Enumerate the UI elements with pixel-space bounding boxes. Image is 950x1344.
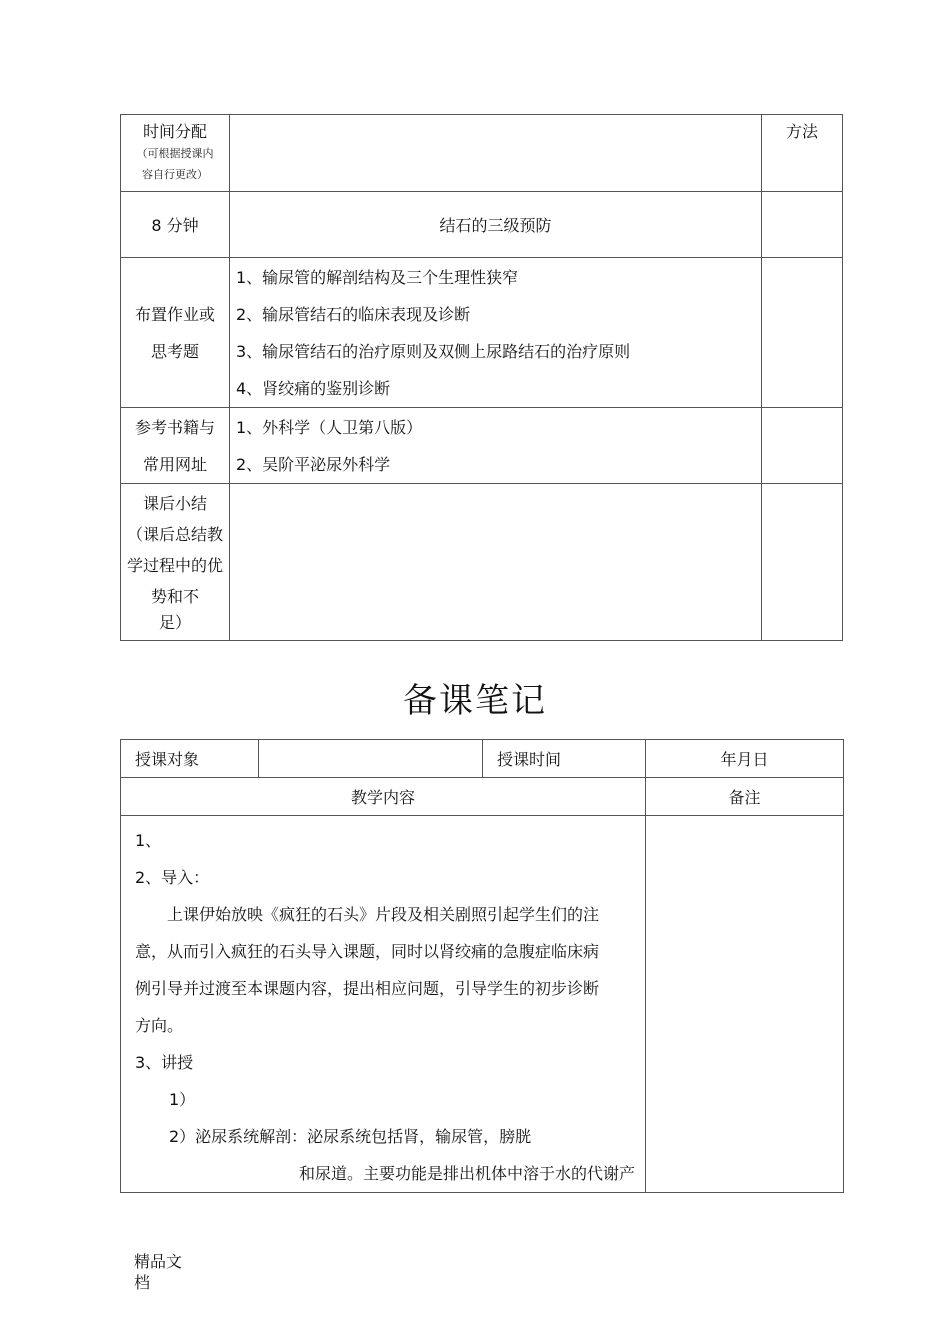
content-subitem-continued: 和尿道。主要功能是排出机体中溶于水的代谢产 [299,1164,636,1183]
footer-text: 精品文 [134,1252,183,1271]
date-value: 年月日 [646,740,844,778]
summary-label: 足） [158,613,191,632]
homework-item: 3、输尿管结石的治疗原则及双侧上尿路结石的治疗原则 [236,341,631,361]
prevention-row [121,192,843,258]
header-row [121,115,843,192]
method-cell [762,484,843,641]
summary-label: 学过程中的优 [126,556,223,575]
homework-label: 布置作业或 [134,304,215,324]
notes-cell [646,816,844,1193]
intro-paragraph-line: 方向。 [135,1016,184,1035]
time-allocation-cell [121,115,230,192]
references-label-cell [121,408,230,484]
info-row [121,740,844,778]
reference-item: 2、吴阶平泌尿外科学 [236,454,391,474]
references-label: 常用网址 [142,454,207,474]
lesson-notes-table [120,739,844,1193]
intro-paragraph-line: 例引导并过渡至本课题内容，提出相应问题，引导学生的初步诊断 [135,979,600,998]
content-item: 1、 [135,831,162,850]
content-row [121,816,844,1193]
summary-content-cell [230,484,762,641]
time-allocation-note: 容自行更改） [142,168,208,181]
time-allocation-label: 时间分配 [142,122,207,141]
summary-row [121,484,843,641]
method-label: 方法 [762,115,843,192]
homework-item: 2、输尿管结石的临床表现及诊断 [236,304,471,324]
references-label: 参考书籍与 [134,417,215,437]
column-header-row [121,778,844,816]
teaching-content-header: 教学内容 [121,778,646,816]
notes-header: 备注 [646,778,844,816]
page-title: 备课笔记 [403,681,547,721]
audience-label: 授课对象 [121,740,259,778]
lesson-plan-table [120,114,843,641]
method-cell [762,408,843,484]
homework-list [230,258,762,408]
time-value: 8 分钟 [121,192,230,258]
footer-text: 档 [134,1273,151,1292]
summary-label-cell [121,484,230,641]
homework-label-cell [121,258,230,408]
teaching-content [121,816,646,1193]
time-allocation-note: （可根据授课内 [136,147,214,160]
method-cell [762,192,843,258]
references-list [230,408,762,484]
summary-label: 课后小结 [142,494,207,513]
homework-item: 1、输尿管的解剖结构及三个生理性狭窄 [236,267,519,287]
intro-paragraph-line: 上课伊始放映《疯狂的石头》片段及相关剧照引起学生们的注 [167,905,600,924]
method-cell [762,258,843,408]
prevention-content: 结石的三级预防 [230,192,762,258]
content-item: 3、讲授 [135,1053,194,1072]
homework-item: 4、肾绞痛的鉴别诊断 [236,378,391,398]
footer-watermark [134,1251,194,1293]
summary-label: 势和不 [150,587,199,606]
reference-item: 1、外科学（人卫第八版） [236,417,423,437]
references-row [121,408,843,484]
homework-row [121,258,843,408]
summary-label: （课后总结教 [126,525,223,544]
content-cell [230,115,762,192]
homework-label: 思考题 [150,341,199,361]
content-subitem: 1） [169,1090,196,1109]
audience-value [259,740,483,778]
content-subitem: 2）泌尿系统解剖：泌尿系统包括肾，输尿管，膀胱 [169,1127,532,1146]
lesson-time-label: 授课时间 [483,740,646,778]
content-item: 2、导入： [135,868,210,887]
intro-paragraph-line: 意，从而引入疯狂的石头导入课题，同时以肾绞痛的急腹症临床病 [135,942,600,961]
